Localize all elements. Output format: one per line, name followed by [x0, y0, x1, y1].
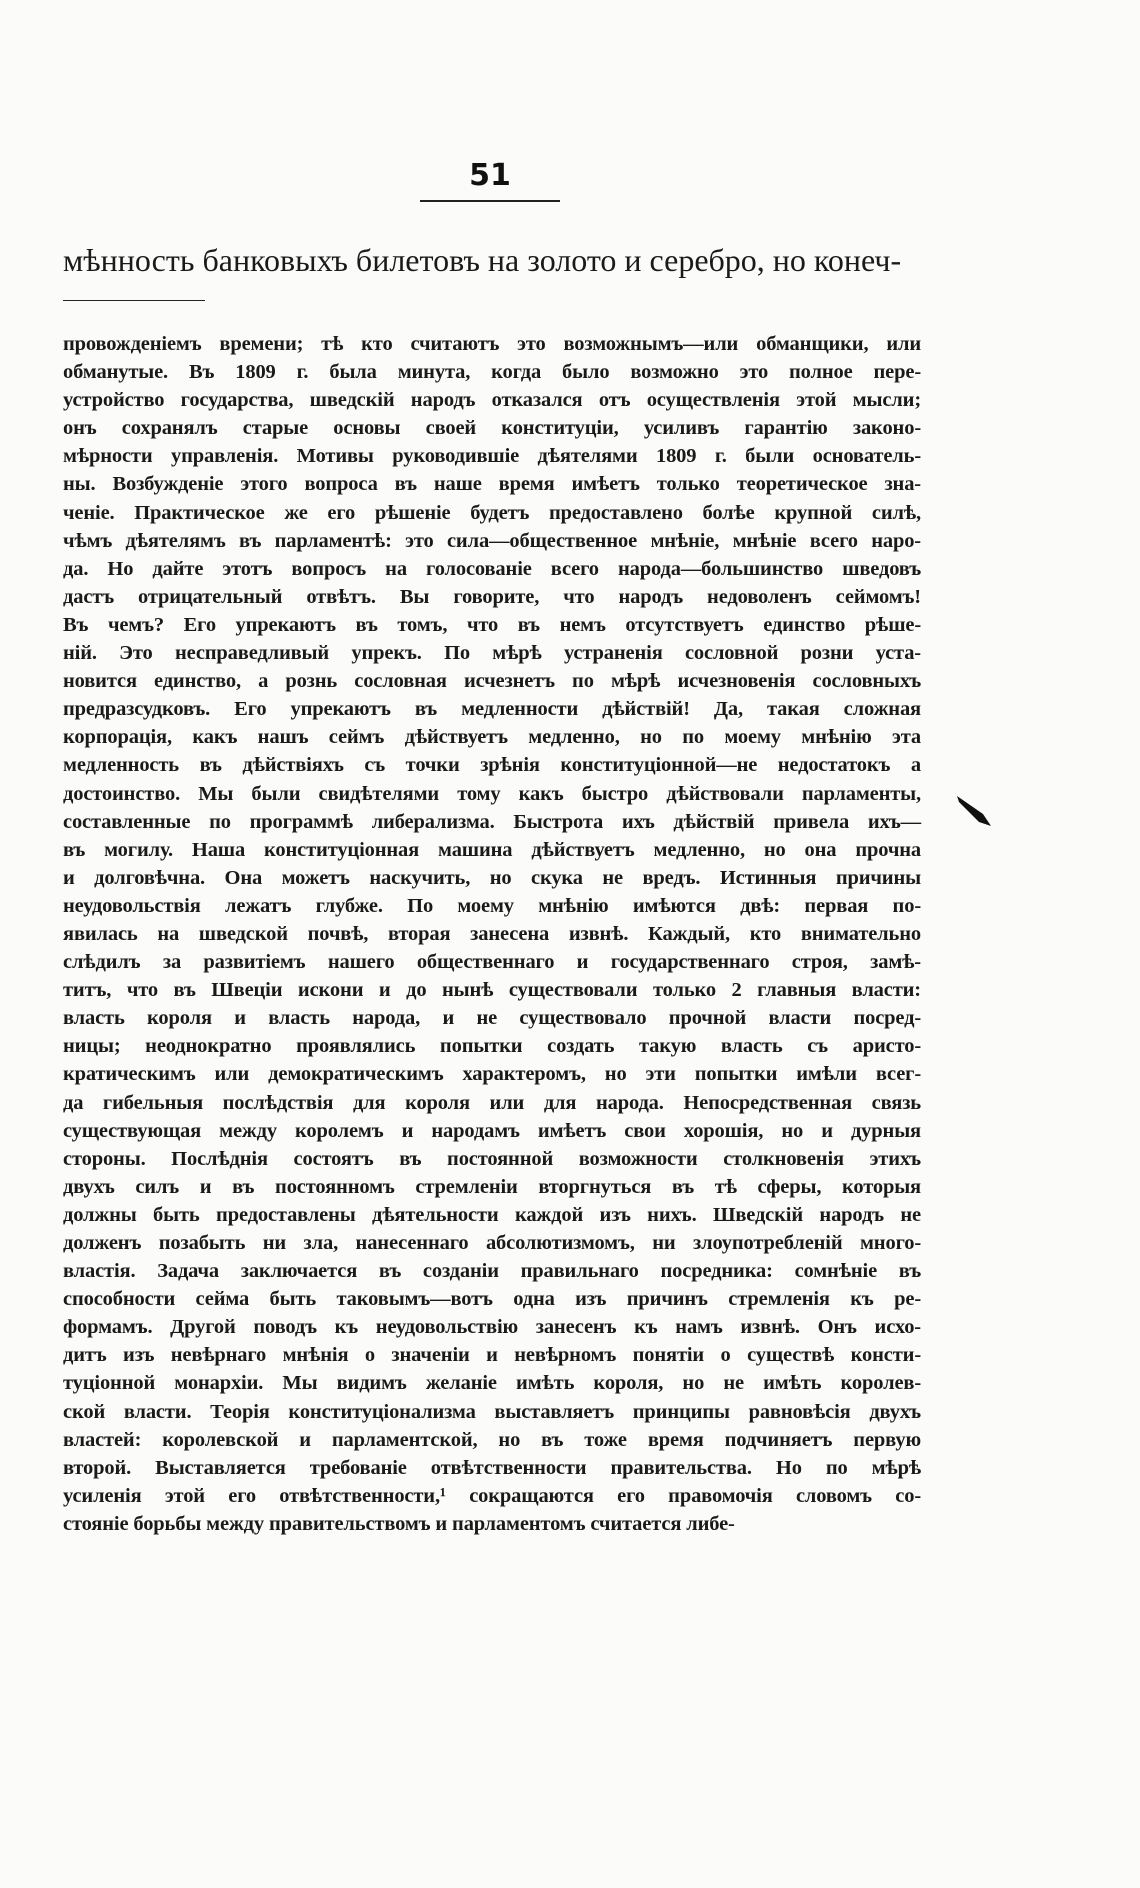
footnote-line: неудовольствія лежатъ глубже. По моему мнѣнію имѣются двѣ: первая по-: [63, 894, 921, 917]
main-text-line: мѣнность банковыхъ билетовъ на золото и серебро, но конеч-: [63, 242, 902, 278]
footnote-line: формамъ. Другой поводъ къ неудовольствію занесенъ къ намъ извнѣ. Онъ исхо-: [63, 1316, 921, 1339]
footnote-line: туціонной монархіи. Мы видимъ желаніе имѣть короля, но не имѣть королев-: [63, 1372, 921, 1395]
pen-mark-icon: [955, 792, 995, 836]
page-number: 51: [469, 158, 511, 193]
footnote-line: долженъ позабыть ни зла, нанесеннаго абсолютизмомъ, ни злоупотребленій много-: [63, 1232, 921, 1254]
footnote-line: корпорація, какъ нашъ сеймъ дѣйствуетъ медленно, но по моему мнѣнію эта: [63, 726, 921, 749]
footnote-line: стороны. Послѣднія состоятъ въ постоянной возможности столкновенія этихъ: [63, 1147, 921, 1170]
footnote-line: стояніе борьбы между правительствомъ и парламентомъ считается либе-: [63, 1512, 735, 1535]
footnote-line: медленность въ дѣйствіяхъ съ точки зрѣнія конституціонной—не недостатокъ а: [63, 754, 921, 777]
footnote-block: [63, 330, 921, 1538]
footnote-line: ны. Возбужденіе этого вопроса въ наше время имѣетъ только теоретическое зна-: [63, 473, 921, 496]
footnote-line: явилась на шведской почвѣ, вторая занесена извнѣ. Каждый, кто внимательно: [63, 922, 921, 945]
footnote-line: составленные по программѣ либерализма. Быстрота ихъ дѣйствій привела ихъ—: [63, 810, 921, 833]
footnote-line: усиленія этой его отвѣтственности,¹ сокращаются его правомочія словомъ со-: [63, 1484, 921, 1507]
footnote-line: Въ чемъ? Его упрекаютъ въ томъ, что въ немъ отсутствуетъ единство рѣше-: [63, 613, 921, 636]
footnote-line: мѣрности управленія. Мотивы руководившіе дѣятелями 1809 г. были основатель-: [63, 445, 921, 468]
footnote-line: должны быть предоставлены дѣятельности каждой изъ нихъ. Шведскій народъ не: [63, 1203, 921, 1226]
footnote-line: да. Но дайте этотъ вопросъ на голосованіе всего народа—большинство шведовъ: [63, 557, 921, 580]
footnote-line: властей: королевской и парламентской, но въ тоже время подчиняетъ первую: [63, 1428, 921, 1451]
footnote-line: ній. Это несправедливый упрекъ. По мѣрѣ устраненія сословной розни уста-: [63, 642, 921, 665]
footnote-line: ченіе. Практическое же его рѣшеніе будетъ предоставлено болѣе крупной силѣ,: [63, 501, 921, 524]
footnote-line: ской власти. Теорія конституціонализма выставляетъ принципы равновѣсія двухъ: [63, 1400, 921, 1423]
footnote-line: онъ сохранялъ старые основы своей конституціи, усиливъ гарантію законо-: [63, 417, 921, 440]
footnote-line: обманутые. Въ 1809 г. была минута, когда было возможно это полное пере-: [63, 361, 921, 384]
footnote-line: въ могилу. Наша конституціонная машина дѣйствуетъ медленно, но она прочна: [63, 838, 921, 861]
footnote-divider: [63, 300, 205, 301]
footnote-line: новится единство, а рознь сословная исчезнетъ по мѣрѣ исчезновенія сословныхъ: [63, 670, 921, 693]
footnote-line: существующая между королемъ и народамъ имѣетъ свои хорошія, но и дурныя: [63, 1119, 921, 1142]
footnote-line: власть короля и власть народа, и не существовало прочной власти посред-: [63, 1007, 921, 1030]
footnote-line: властія. Задача заключается въ созданіи правильнаго посредника: сомнѣніе въ: [63, 1260, 921, 1283]
footnote-line: двухъ силъ и въ постоянномъ стремленіи вторгнуться въ тѣ сферы, которыя: [63, 1175, 921, 1198]
footnote-line: кратическимъ или демократическимъ характеромъ, но эти попытки имѣли всег-: [63, 1063, 921, 1086]
footnote-line: дастъ отрицательный отвѣтъ. Вы говорите, что народъ недоволенъ сеймомъ!: [63, 585, 921, 608]
footnote-line: провожденіемъ времени; тѣ кто считаютъ это возможнымъ—или обманщики, или: [63, 333, 921, 355]
footnote-line: достоинство. Мы были свидѣтелями тому какъ быстро дѣйствовали парламенты,: [63, 782, 921, 805]
footnote-line: предразсудковъ. Его упрекаютъ въ медленности дѣйствій! Да, такая сложная: [63, 698, 921, 721]
footnote-line: способности сейма быть таковымъ—вотъ одна изъ причинъ стремленія къ ре-: [63, 1288, 921, 1311]
footnote-line: устройство государства, шведскій народъ отказался отъ осуществленія этой мысли;: [63, 389, 921, 412]
footnote-line: титъ, что въ Швеціи искони и до нынѣ существовали только 2 главныя власти:: [63, 979, 921, 1002]
footnote-line: и долговѣчна. Она можетъ наскучить, но скука не вредъ. Истинныя причины: [63, 866, 921, 889]
footnote-line: да гибельныя послѣдствія для короля или для народа. Непосредственная связь: [63, 1091, 921, 1114]
footnote-line: второй. Выставляется требованіе отвѣтственности правительства. Но по мѣрѣ: [63, 1456, 921, 1479]
footnote-line: дитъ изъ невѣрнаго мнѣнія о значеніи и невѣрномъ понятіи о существѣ консти-: [63, 1344, 921, 1367]
page-number-rule: [420, 200, 560, 202]
footnote-line: слѣдилъ за развитіемъ нашего общественнаго и государственнаго строя, замѣ-: [63, 951, 921, 974]
footnote-line: чѣмъ дѣятелямъ въ парламентѣ: это сила—общественное мнѣніе, мнѣніе всего наро-: [63, 529, 921, 552]
footnote-line: ницы; неоднократно проявлялись попытки создать такую власть съ аристо-: [63, 1035, 921, 1058]
